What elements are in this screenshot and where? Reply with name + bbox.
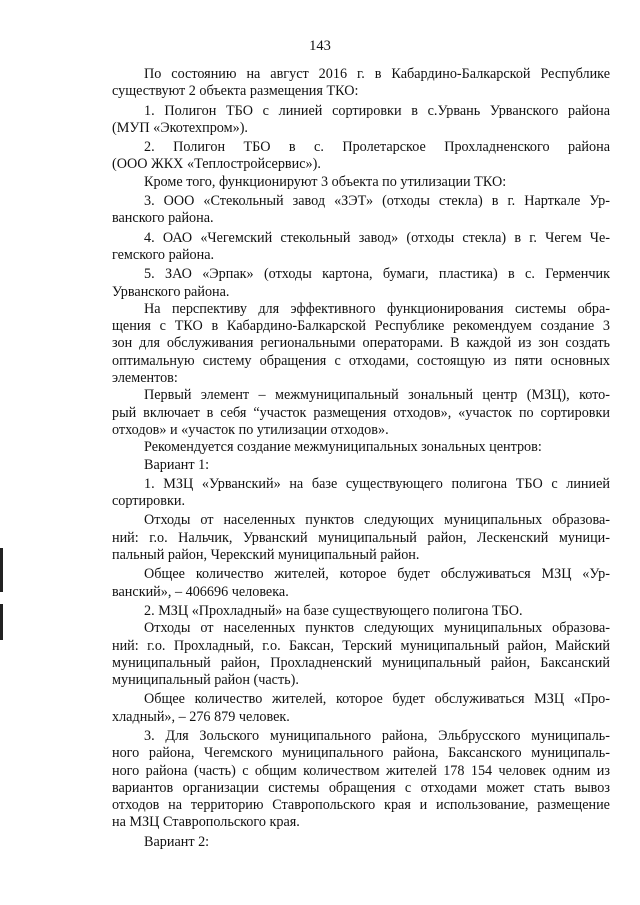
text-line: 2. Полигон ТБО в с. Пролетарское Прохладненского района	[144, 139, 610, 156]
text-line: вариантов организации системы обращения с отходами может стать вывоз	[112, 779, 610, 796]
text-line: ний: г.о. Прохладный, г.о. Баксан, Терский муниципальный район, Майский	[112, 637, 610, 654]
text-line: ний: г.о. Нальчик, Урванский муниципальный район, Лескенский муници-	[112, 529, 610, 546]
paragraph	[112, 457, 610, 474]
paragraph	[112, 193, 610, 228]
paragraph	[112, 174, 610, 191]
text-line: 1. Полигон ТБО с линией сортировки в с.Урвань Урванского района	[144, 102, 610, 119]
text-line: ного района (часть) с общим количеством жителей 178 154 человек одним из	[112, 762, 610, 779]
text-line: Общее количество жителей, которое будет обслуживаться МЗЦ «Ур-	[144, 566, 610, 583]
text-line: муниципальный район (часть).	[112, 672, 299, 689]
paragraph	[112, 139, 610, 174]
text-line: элементов:	[112, 370, 178, 387]
text-line: По состоянию на август 2016 г. в Кабардино-Балкарской Республике	[144, 66, 610, 82]
paragraph	[112, 103, 610, 138]
text-line: 3. ООО «Стекольный завод «ЗЭТ» (отходы стекла) в г. Нарткале Ур-	[144, 193, 610, 210]
paragraph	[112, 512, 610, 564]
paragraph	[112, 566, 610, 601]
text-line: Урванского района.	[112, 283, 230, 300]
text-line: 3. Для Зольского муниципального района, Эльбрусского муниципаль-	[144, 727, 610, 744]
text-line: на МЗЦ Ставропольского края.	[112, 814, 300, 831]
text-line: 4. ОАО «Чегемский стекольный завод» (отходы стекла) в г. Чегем Че-	[144, 229, 610, 246]
text-line: хладный», – 276 879 человек.	[112, 708, 290, 725]
paragraph	[112, 266, 610, 301]
text-line: пальный район, Черекский муниципальный район.	[112, 547, 420, 564]
text-line: Вариант 2:	[144, 833, 210, 850]
text-line: Первый элемент – межмуниципальный зональный центр (МЗЦ), кото-	[144, 387, 610, 404]
paragraph	[112, 66, 610, 101]
paragraph	[112, 620, 610, 689]
text-line: (ООО ЖКХ «Теплостройсервис»).	[112, 156, 321, 173]
page-number: 143	[309, 38, 331, 54]
text-line: Рекомендуется создание межмуниципальных зональных центров:	[144, 439, 542, 456]
paragraph	[112, 834, 610, 851]
paragraph	[112, 439, 610, 456]
text-line: муниципальный район, Прохладненский муниципальный район, Баксанский	[112, 654, 610, 671]
text-line: Отходы от населенных пунктов следующих муниципальных образова-	[144, 512, 610, 529]
paragraph	[112, 691, 610, 726]
text-line: 2. МЗЦ «Прохладный» на базе существующего полигона ТБО.	[144, 602, 523, 619]
text-line: гемского района.	[112, 246, 215, 263]
text-line: сортировки.	[112, 493, 186, 510]
paragraph	[112, 603, 610, 620]
text-line: существуют 2 объекта размещения ТКО:	[112, 83, 359, 100]
text-line: Общее количество жителей, которое будет обслуживаться МЗЦ «Про-	[144, 691, 610, 708]
document-body	[112, 66, 610, 851]
scan-edge-mark-lower	[0, 604, 3, 640]
text-line: зон для обслуживания региональными операторами. В каждой из зон создать	[112, 335, 610, 352]
text-line: оптимальную систему обращения с отходами, состоящую из пяти основных	[112, 352, 610, 369]
text-line: ванский», – 406696 человека.	[112, 583, 289, 600]
text-line: ного района, Чегемского муниципального района, Баксанского муниципаль-	[112, 745, 610, 762]
paragraph	[112, 476, 610, 511]
paragraph	[112, 387, 610, 439]
text-line: (МУП «Экотехпром»).	[112, 119, 248, 136]
text-line: На перспективу для эффективного функционирования системы обра-	[144, 300, 610, 317]
text-line: Вариант 1:	[144, 456, 210, 473]
text-line: отходов на территорию Ставропольского края и использование, размещение	[112, 797, 610, 814]
paragraph	[112, 230, 610, 265]
text-line: 5. ЗАО «Эрпак» (отходы картона, бумаги, пластика) в с. Герменчик	[144, 266, 610, 283]
scan-edge-mark-upper	[0, 548, 3, 592]
text-line: рый включает в себя “участок размещения отходов», «участок по сортировки	[112, 404, 610, 421]
text-line: 1. МЗЦ «Урванский» на базе существующего полигона ТБО с линией	[144, 475, 610, 492]
text-line: ванского района.	[112, 210, 214, 227]
text-line: щения с ТКО в Кабардино-Балкарской Республике рекомендуем создание 3	[112, 318, 610, 335]
text-line: Отходы от населенных пунктов следующих муниципальных образова-	[144, 620, 610, 637]
text-line: отходов» и «участок по утилизации отходов».	[112, 421, 389, 438]
paragraph	[112, 301, 610, 387]
text-line: Кроме того, функционируют 3 объекта по утилизации ТКО:	[144, 173, 507, 190]
paragraph	[112, 728, 610, 832]
